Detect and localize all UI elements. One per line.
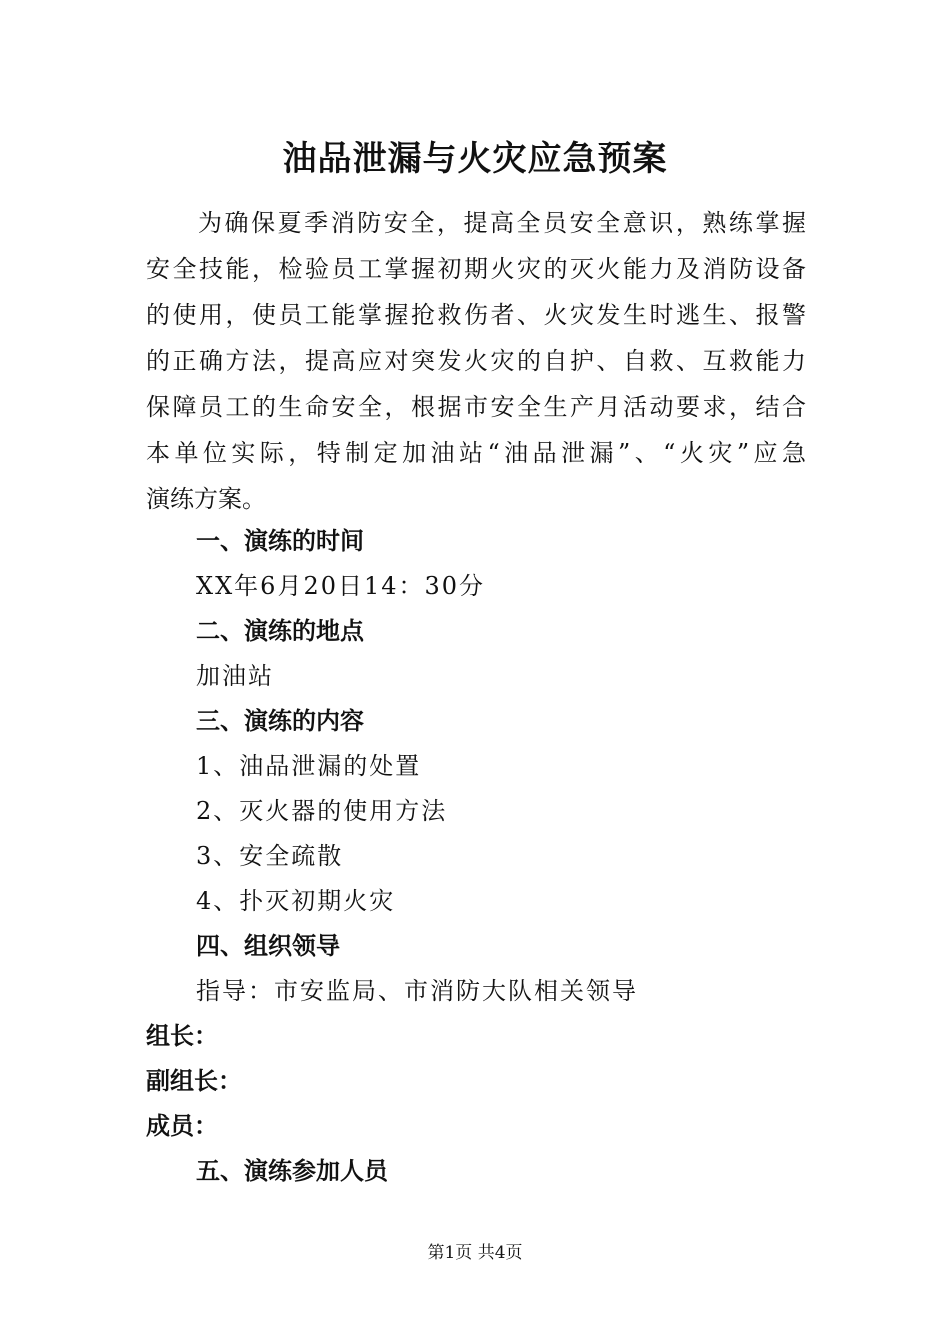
section-heading-location: 二、演练的地点: [196, 617, 364, 645]
content-list-item: 2、灭火器的使用方法: [196, 797, 448, 825]
section-heading-participants: 五、演练参加人员: [196, 1157, 388, 1185]
page-number-footer: 第1页 共4页: [427, 1243, 523, 1263]
intro-line: 安全技能，检验员工掌握初期火灾的灭火能力及消防设备: [146, 255, 806, 283]
section-heading-organization: 四、组织领导: [196, 932, 340, 960]
section-heading-time: 一、演练的时间: [196, 527, 364, 555]
content-list-item: 3、安全疏散: [196, 842, 344, 870]
leader-label: 组长：: [146, 1022, 218, 1050]
content-list-item: 1、油品泄漏的处置: [196, 752, 422, 780]
drill-location-text: 加油站: [196, 662, 274, 690]
intro-line: 保障员工的生命安全，根据市安全生产月活动要求，结合: [146, 393, 806, 421]
intro-line: 的正确方法，提高应对突发火灾的自护、自救、互救能力: [146, 347, 806, 375]
deputy-leader-label: 副组长：: [146, 1067, 242, 1095]
section-heading-content: 三、演练的内容: [196, 707, 364, 735]
intro-paragraph: [146, 200, 806, 522]
guidance-text: 指导：市安监局、市消防大队相关领导: [196, 977, 638, 1005]
drill-time-text: XX年6月20日14：30分: [196, 572, 486, 600]
content-list-item: 4、扑灭初期火灾: [196, 887, 396, 915]
intro-line: 演练方案。: [146, 485, 266, 513]
intro-line: 为确保夏季消防安全，提高全员安全意识，熟练掌握: [198, 209, 806, 237]
intro-line: 本单位实际，特制定加油站“油品泄漏”、“火灾”应急: [146, 439, 806, 467]
document-title: 油品泄漏与火灾应急预案: [282, 139, 668, 179]
intro-line: 的使用，使员工能掌握抢救伤者、火灾发生时逃生、报警: [146, 301, 806, 329]
members-label: 成员：: [146, 1112, 218, 1140]
